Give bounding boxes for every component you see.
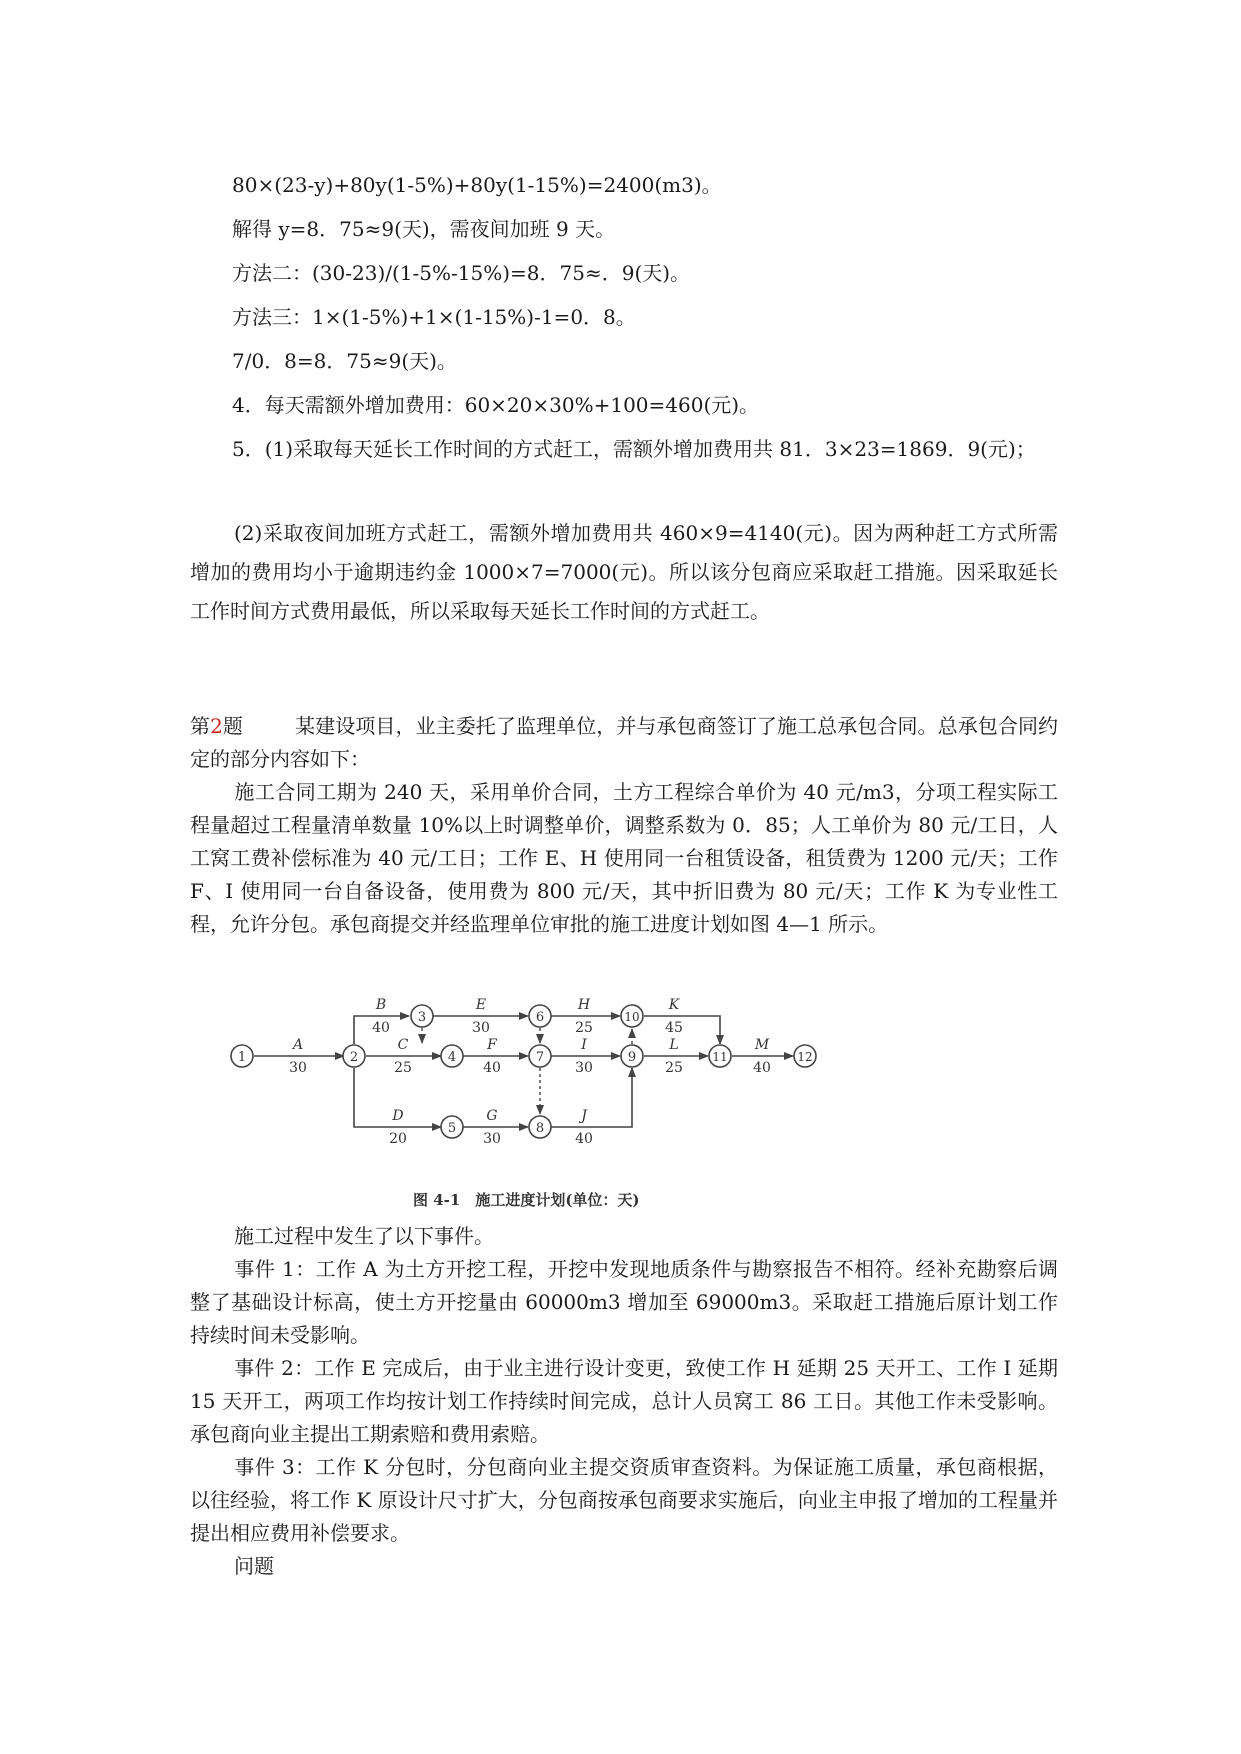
activity-duration: 40	[483, 1060, 501, 1076]
node-label: 5	[447, 1121, 457, 1136]
activity-name: K	[668, 997, 680, 1013]
activity-name: B	[375, 997, 387, 1013]
events-intro-text: 施工过程中发生了以下事件。	[234, 1224, 494, 1248]
question-heading	[190, 710, 1058, 776]
contract-text: 施工合同工期为 240 天，采用单价合同，土方工程综合单价为 40 元/m3，分项工程实际工程量超过工程量清单数量 10%以上时调整单价，调整系数为 0．85；人工单价为 80 元/工日，人工窝工费补偿标准为 40 元/工日；工作 E、H 使用同一台租赁设备，租赁费为 1200 元/天；工作 F、I 使用同一台自备设备，使用费为 800 元/天，其中折旧费为 80 元/天；工作 K 为专业性工程，允许分包。承包商提交并经监理单位审批的施工进度计划如图 4—1 所示。	[190, 780, 1058, 936]
calc-line: 4．每天需额外增加费用：60×20×30%+100=460(元)。	[232, 393, 760, 417]
question-intro: 某建设项目，业主委托了监理单位，并与承包商签订了施工总承包合同。总承包合同约定的部分内容如下：	[190, 714, 1059, 771]
event-text: 事件 3：工作 K 分包时，分包商向业主提交资质审查资料。为保证施工质量，承包商根据，以往经验，将工作 K 原设计尺寸扩大，分包商按承包商要求实施后，向业主申报了增加的工程量并提出相应费用补偿要求。	[190, 1455, 1058, 1545]
activity-duration: 45	[665, 1020, 683, 1036]
node-label: 4	[447, 1050, 457, 1065]
activity-duration: 20	[389, 1131, 407, 1147]
contract-paragraph	[190, 776, 1058, 941]
node-label: 9	[627, 1050, 637, 1065]
activity-name: D	[392, 1108, 404, 1124]
node-label: 8	[535, 1121, 545, 1136]
activity-duration: 40	[753, 1060, 771, 1076]
arrow-j	[551, 1068, 632, 1127]
activity-name: H	[577, 997, 591, 1013]
calc-line: 方法二：(30-23)/(1-5%-15%)=8．75≈．9(天)。	[232, 261, 691, 285]
node-label: 12	[797, 1050, 813, 1064]
event-text: 事件 2：工作 E 完成后，由于业主进行设计变更，致使工作 H 延期 25 天开工、工作 I 延期 15 天开工，两项工作均按计划工作持续时间完成，总计人员窝工 86 工日。其他工作未受影响。承包商向业主提出工期索赔和费用索赔。	[190, 1356, 1058, 1446]
node-label: 10	[624, 1010, 640, 1024]
event-paragraph	[190, 1352, 1058, 1451]
event-text: 事件 1：工作 A 为土方开挖工程，开挖中发现地质条件与勘察报告不相符。经补充勘察后调整了基础设计标高，使土方开挖量由 60000m3 增加至 69000m3。采取赶工措施后原计划工作持续时间未受影响。	[190, 1257, 1058, 1347]
node-label: 1	[237, 1050, 247, 1065]
question-prefix: 第	[190, 714, 211, 738]
activity-duration: 30	[483, 1131, 501, 1147]
event-paragraph	[190, 1451, 1058, 1550]
answer-paragraph	[190, 514, 1058, 631]
node-label: 7	[535, 1050, 545, 1065]
activity-name: C	[397, 1037, 409, 1053]
calc-line: 5．(1)采取每天延长工作时间的方式赶工，需额外增加费用共 81．3×23=1869．9(元)；	[232, 437, 1036, 461]
node-label: 6	[535, 1010, 545, 1025]
node-label: 2	[349, 1050, 359, 1065]
questions-heading-text: 问题	[234, 1554, 274, 1578]
activity-name: F	[487, 1037, 497, 1053]
activity-duration: 30	[289, 1060, 307, 1076]
activity-duration: 40	[575, 1131, 593, 1147]
figure-caption: 图 4-1 施工进度计划(单位：天)	[413, 1191, 640, 1209]
network-svg	[228, 975, 878, 1220]
activity-duration: 25	[394, 1060, 412, 1076]
activity-name: G	[486, 1108, 498, 1124]
calc-line: 方法三：1×(1-5%)+1×(1-15%)-1=0．8。	[232, 305, 636, 329]
activity-duration: 25	[575, 1020, 593, 1036]
question-suffix: 题	[222, 714, 243, 738]
answer-text: (2)采取夜间加班方式赶工，需额外增加费用共 460×9=4140(元)。因为两种赶工方式所需增加的费用均小于逾期违约金 1000×7=7000(元)。所以该分包商应采取赶工措施。因采取延长工作时间方式费用最低，所以采取每天延长工作时间的方式赶工。	[190, 521, 1058, 623]
activity-duration: 30	[575, 1060, 593, 1076]
activity-name: M	[754, 1037, 770, 1053]
calc-line: 7/0．8=8．75≈9(天)。	[232, 349, 457, 373]
activity-duration: 25	[665, 1060, 683, 1076]
calc-line: 80×(23-y)+80y(1-5%)+80y(1-15%)=2400(m3)。	[232, 173, 722, 197]
activity-duration: 30	[472, 1020, 490, 1036]
node-label: 11	[712, 1050, 728, 1064]
node-label: 3	[417, 1010, 427, 1025]
events-intro	[190, 1220, 1058, 1253]
activity-name: J	[581, 1108, 587, 1124]
activity-name: I	[581, 1037, 587, 1053]
questions-heading	[190, 1550, 1058, 1583]
network-diagram	[228, 975, 878, 1220]
activity-name: A	[292, 1037, 304, 1053]
activity-name: L	[669, 1037, 679, 1053]
activity-name: E	[475, 997, 487, 1013]
question-number: 2	[210, 714, 223, 738]
event-paragraph	[190, 1253, 1058, 1352]
calc-line: 解得 y=8．75≈9(天)，需夜间加班 9 天。	[232, 217, 616, 241]
activity-duration: 40	[372, 1020, 390, 1036]
